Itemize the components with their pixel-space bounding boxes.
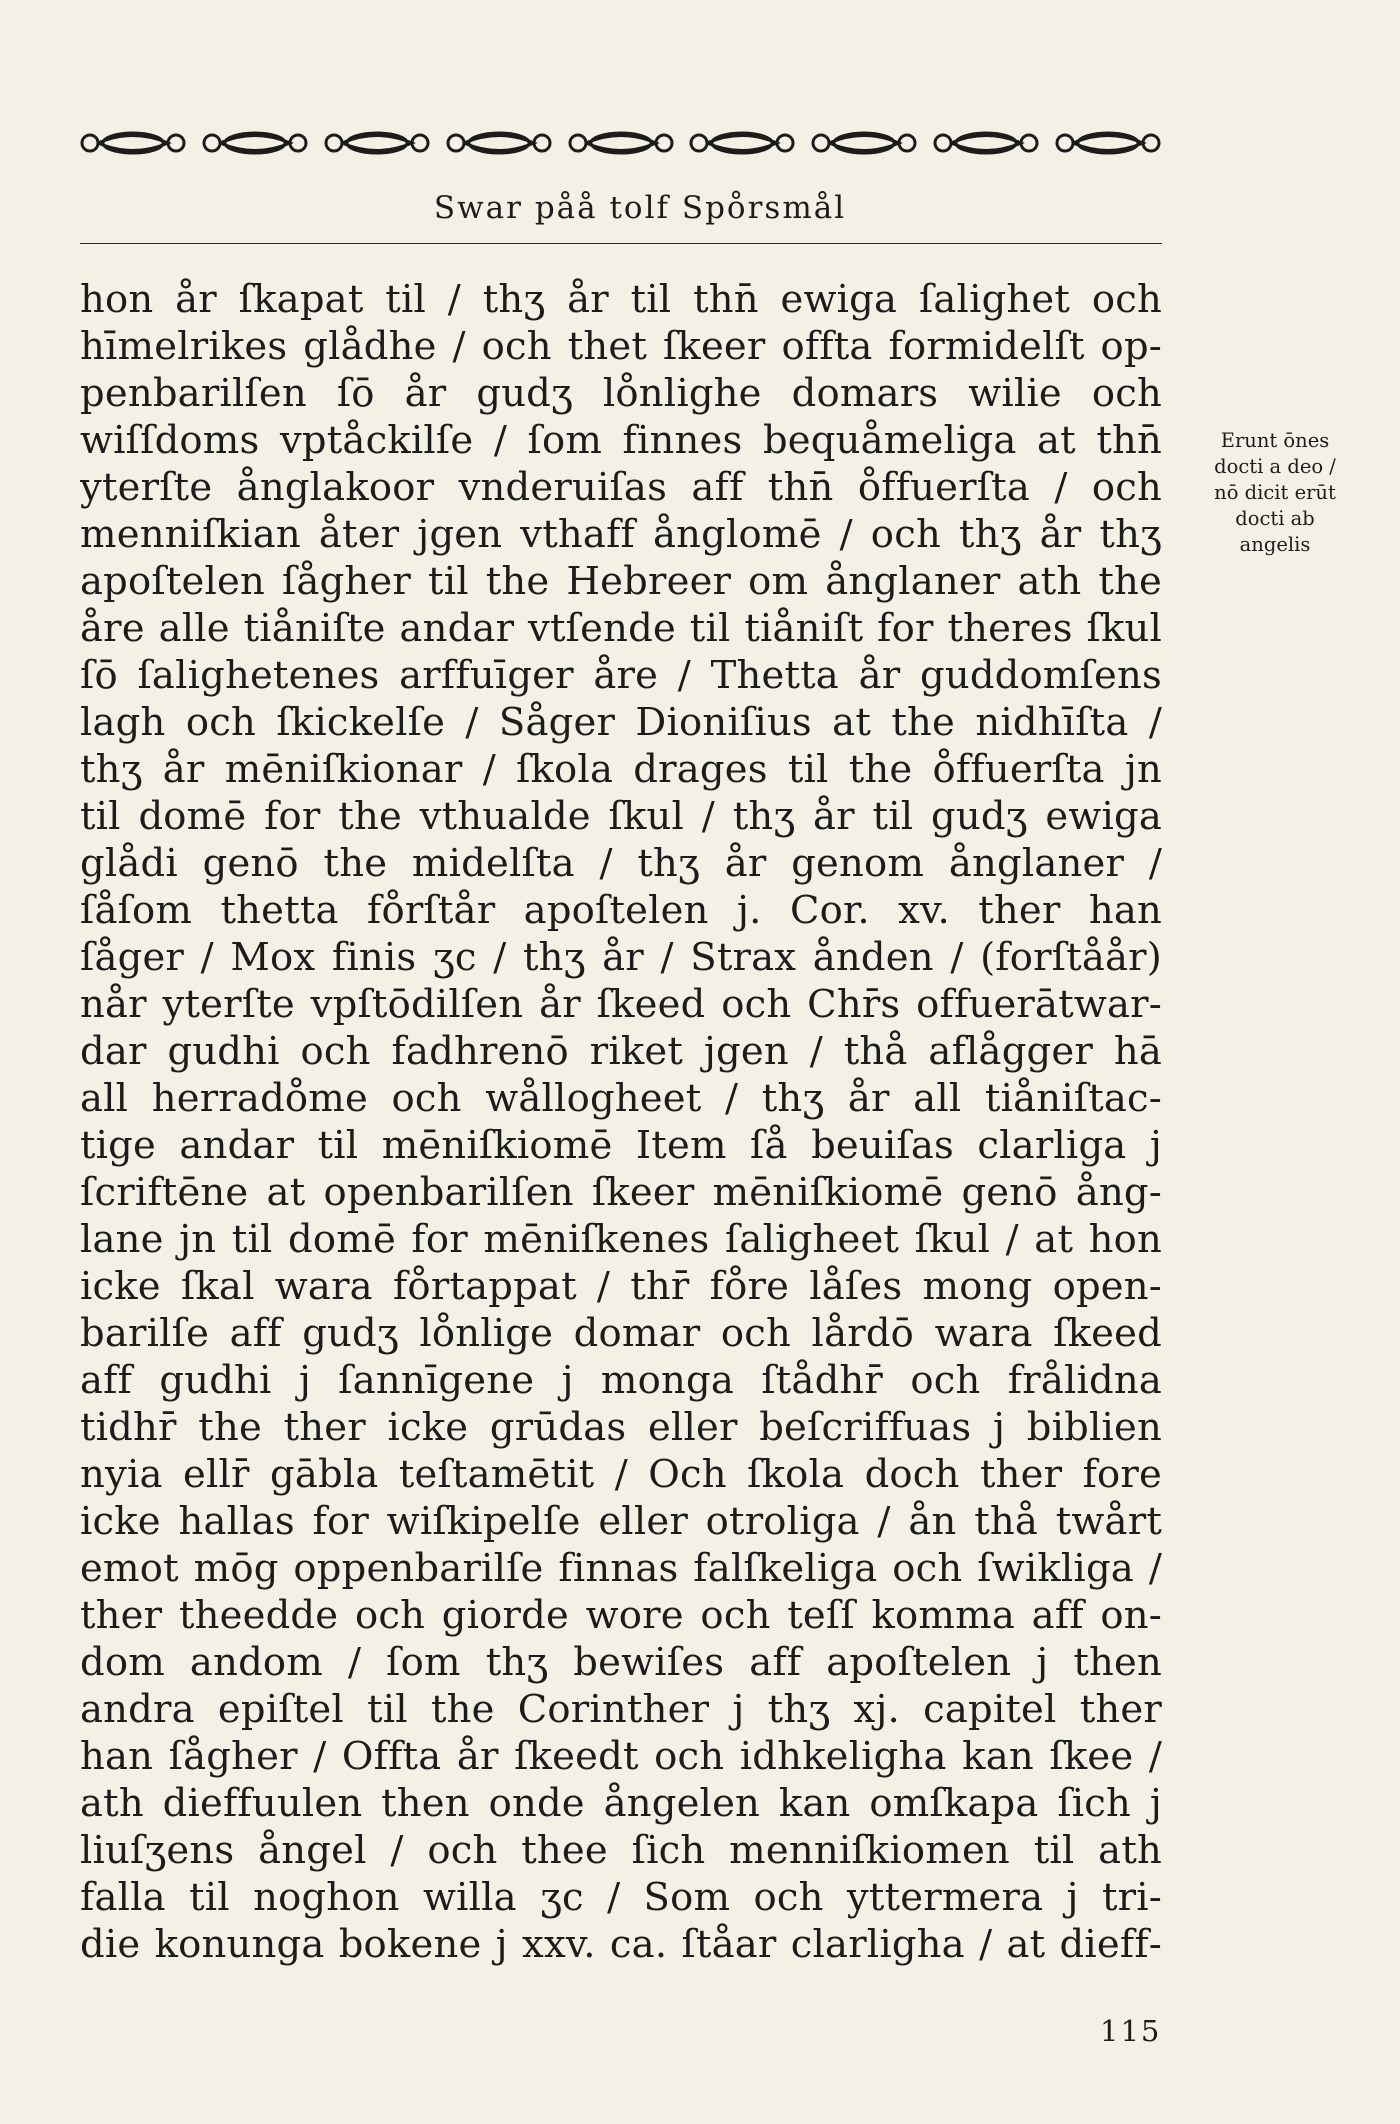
margin-note-line: angelis [1239,533,1311,556]
text-line: die konunga bokene j xxv. ca. ſtåar clarligha / at dieff‑ [80,1922,1162,1967]
ornament-knot-icon [931,128,1041,158]
ornament-knot-icon [322,128,432,158]
text-line: ſcriftēne at openbarilſen ſkeer mēniſkiomē genō ång‑ [80,1170,1162,1215]
margin-note [1190,428,1360,558]
text-line: aff gudhi j ſannīgene j monga ſtådhr̄ och frålidna [80,1358,1162,1403]
text-line: ath dieffuulen then onde ångelen kan omſkapa ſich j [80,1781,1162,1826]
text-line: hīmelrikes glådhe / och thet ſkeer offta formidelſt op‑ [80,324,1162,369]
margin-note-line: nō dicit erūt [1214,481,1336,504]
text-line: ther theedde och giorde wore och teſſ komma aff on‑ [80,1593,1162,1638]
text-line: falla til noghon willa ʒc / Som och yttermera j tri‑ [80,1875,1162,1920]
running-head: Swar påå tolf Spo̊rsmål [433,190,847,226]
text-line: dom andom / ſom thʒ bewiſes aff apoſtelen j then [80,1640,1162,1685]
text-line: nyia ellr̄ gābla teſtamētit / Och ſkola doch ther fore [80,1452,1162,1497]
text-line: barilſe aff gudʒ lo̊nlige domar och lårdō wara ſkeed [80,1311,1162,1356]
text-line: til domē for the vthualde ſkul / thʒ år til gudʒ ewiga [80,794,1162,839]
text-line: liuſʒens ångel / och thee ſich menniſkiomen til ath [80,1828,1162,1873]
ornament-knot-icon [809,128,919,158]
margin-note-line: docti a deo / [1214,455,1336,478]
page-number: 115 [1100,2014,1162,2048]
ornament-knot-icon [566,128,676,158]
text-line: åre alle tiåniſte andar vtſende til tiåniſt for theres ſkul [80,606,1162,651]
ornament-knot-icon [200,128,310,158]
text-line: tige andar til mēniſkiomē Item ſå beuiſas clarliga j [80,1123,1162,1168]
text-line: thʒ år mēniſkionar / ſkola drages til the o̊ffuerſta jn [80,747,1162,792]
text-line: icke hallas for wiſkipelſe eller otroliga / ån thå twårt [80,1499,1162,1544]
text-line: lagh och ſkickelſe / Såger Dioniſius at the nidhīſta / [80,700,1162,745]
text-line: apoſtelen ſågher til the Hebreer om ånglaner ath the [80,559,1162,604]
text-line: penbarilſen ſō år gudʒ lo̊nlighe domars wilie och [80,371,1162,416]
text-line: emot mōg oppenbarilſe finnas falſkeliga och ſwikliga / [80,1546,1162,1591]
text-line: yterſte ånglakoor vnderuiſas aff thn̄ o̊ffuerſta / och [80,465,1162,510]
margin-note-line: Erunt ōnes [1220,429,1330,452]
text-line: all herrado̊me och wållogheet / thʒ år all tiåniſtac‑ [80,1076,1162,1121]
text-line: ſō ſalighetenes arffuīger åre / Thetta år guddomſens [80,653,1162,698]
ornament-knot-icon [78,128,188,158]
header-ornament [78,128,1163,158]
text-line: icke ſkal wara fo̊rtappat / thr̄ fo̊re låſes mong open‑ [80,1264,1162,1309]
text-line: ſåger / Mox finis ʒc / thʒ år / Strax ånden / (forſtåår) [80,935,1162,980]
text-line: menniſkian åter jgen vthaff ånglomē / och thʒ år thʒ [80,512,1162,557]
text-line: når yterſte vpſtōdilſen år ſkeed och Chr̄s offuerātwar‑ [80,982,1162,1027]
ornament-knot-icon [687,128,797,158]
ornament-knot-icon [444,128,554,158]
margin-note-line: docti ab [1235,507,1315,530]
text-line: andra epiſtel til the Corinther j thʒ xj. capitel ther [80,1687,1162,1732]
header-rule [80,243,1162,244]
text-line: hon år ſkapat til / thʒ år til thn̄ ewiga ſalighet och [80,277,1162,322]
text-line: han ſågher / Offta år ſkeedt och idhkeligha kan ſkee / [80,1734,1162,1779]
text-line: wiſſdoms vptåckilſe / ſom finnes bequåmeliga at thn̄ [80,418,1162,463]
text-line: lane jn til domē for mēniſkenes ſaligheet ſkul / at hon [80,1217,1162,1262]
text-line: glådi genō the midelſta / thʒ år genom ånglaner / [80,841,1162,886]
text-line: tidhr̄ the ther icke grūdas eller beſcriffuas j biblien [80,1405,1162,1450]
ornament-knot-icon [1053,128,1163,158]
text-line: dar gudhi och fadhrenō riket jgen / thå aflågger hā [80,1029,1162,1074]
body-text [80,276,1162,1968]
text-line: ſåſom thetta fo̊rſtår apoſtelen j. Cor. xv. ther han [80,888,1162,933]
